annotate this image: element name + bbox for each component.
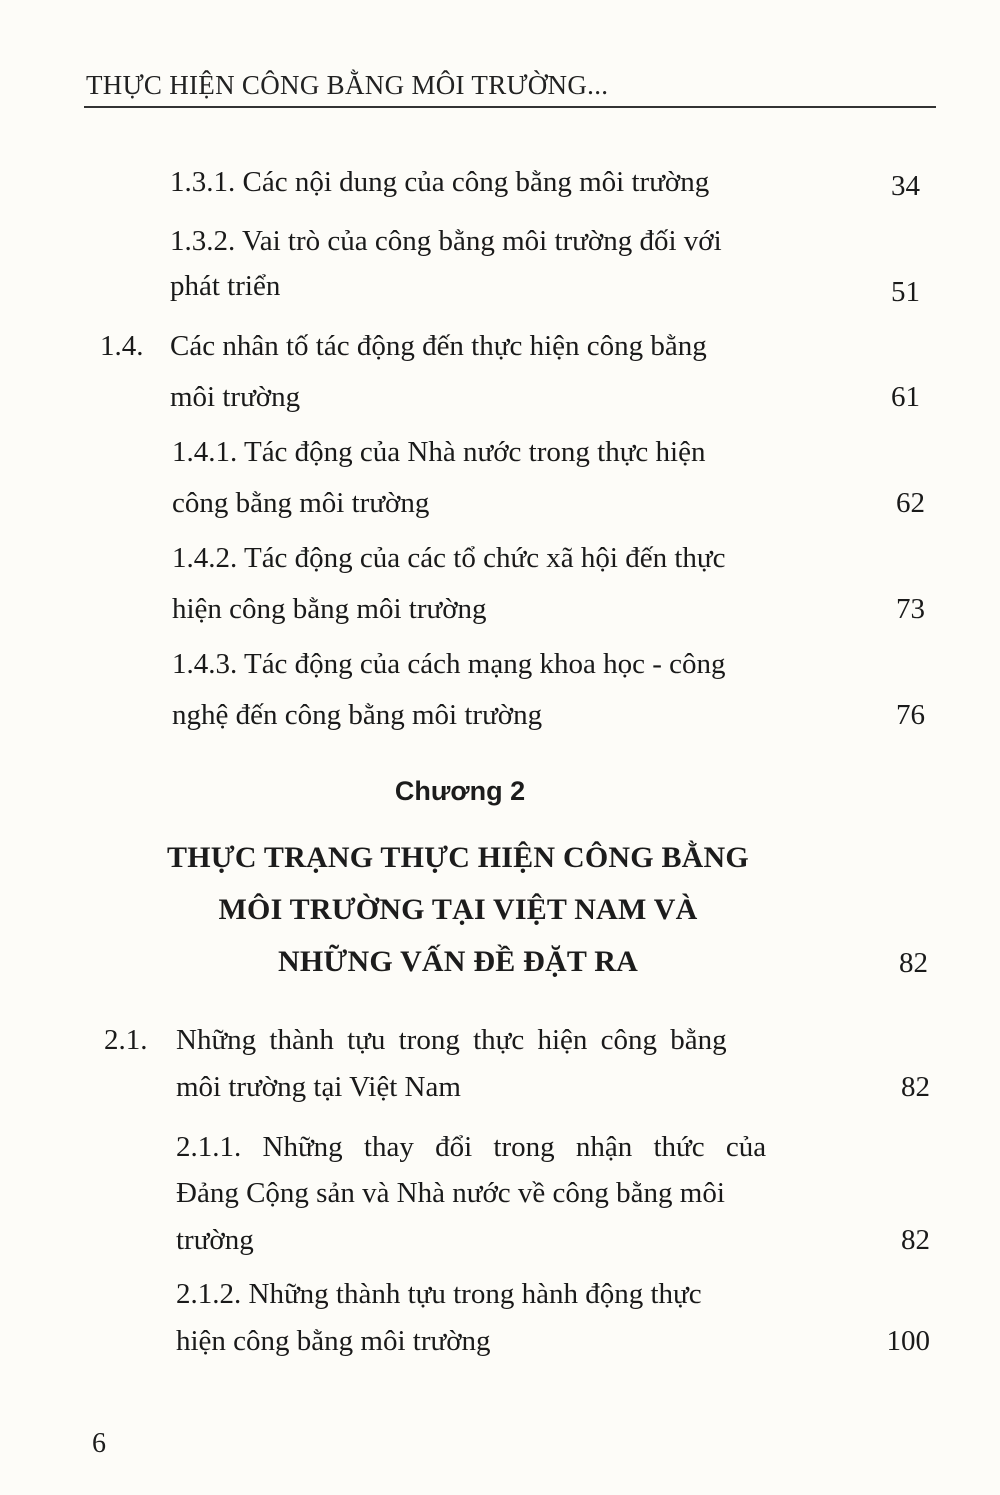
toc-entry-2-1-1-page: 82 (901, 1224, 930, 1256)
toc-entry-1-4-1-line-1: 1.4.1. Tác động của Nhà nước trong thực hiện (172, 436, 706, 468)
toc-entry-2-1-2-page: 100 (886, 1325, 930, 1357)
toc-entry-1-3-1-line-1: 1.3.1. Các nội dung của công bằng môi trường (170, 166, 710, 198)
toc-entry-1-4-3-line-1: 1.4.3. Tác động của cách mạng khoa học - công (172, 648, 726, 680)
toc-entry-1-4-3-line-2: nghệ đến công bằng môi trường (172, 699, 543, 731)
chapter-title-line-3: NHỮNG VẤN ĐỀ ĐẶT RA (278, 945, 638, 978)
toc-entry-1-4-1-line-2: công bằng môi trường (172, 487, 430, 519)
toc-entry-1-4-2-page: 73 (896, 593, 925, 625)
toc-entry-1-4-line-2: môi trường (170, 381, 301, 413)
toc-entry-2-1-line-2: môi trường tại Việt Nam (176, 1071, 461, 1103)
toc-entry-1-4-line-1: Các nhân tố tác động đến thực hiện công bằng (170, 330, 707, 362)
toc-entry-1-4-2-line-1: 1.4.2. Tác động của các tổ chức xã hội đến thực (172, 542, 726, 574)
chapter-label: Chương 2 (394, 776, 526, 806)
toc-entry-1-4-number: 1.4. (100, 330, 144, 362)
page-number: 6 (92, 1428, 106, 1459)
toc-entry-1-3-2-page: 51 (891, 276, 920, 308)
toc-entry-2-1-2-line-1: 2.1.2. Những thành tựu trong hành động thực (176, 1278, 702, 1310)
toc-entry-2-1-line-1-text: Những thành tựu trong thực hiện công bằng (176, 1024, 727, 1056)
toc-entry-1-4-page: 61 (891, 381, 920, 413)
show-through (410, 260, 419, 298)
chapter-title-line-1: THỰC TRẠNG THỰC HIỆN CÔNG BẰNG (167, 841, 749, 874)
toc-entry-2-1-1-line-1: 2.1.1. Những thay đổi trong nhận thức của (176, 1131, 767, 1163)
toc-entry-1-4-2-line-2: hiện công bằng môi trường (172, 593, 487, 625)
running-head: THỰC HIỆN CÔNG BẰNG MÔI TRƯỜNG... (86, 70, 609, 100)
toc-entry-2-1-1-line-3: trường (176, 1224, 254, 1256)
toc-entry-2-1-1-line-2: Đảng Cộng sản và Nhà nước về công bằng môi (176, 1177, 725, 1209)
toc-entry-2-1-line-1 (176, 1024, 816, 1057)
toc-entry-1-4-3-page: 76 (896, 699, 925, 731)
toc-entry-2-1-page: 82 (901, 1071, 930, 1103)
toc-entry-2-1-number: 2.1. (104, 1024, 148, 1056)
toc-entry-1-3-2-line-1: 1.3.2. Vai trò của công bằng môi trường đối với (170, 225, 722, 257)
toc-entry-2-1-2-line-2: hiện công bằng môi trường (176, 1325, 491, 1357)
chapter-page: 82 (899, 947, 928, 979)
toc-entry-1-4-1-page: 62 (896, 487, 925, 519)
toc-entry-1-3-2-line-2: phát triển (170, 270, 281, 302)
header-rule (84, 106, 936, 108)
toc-entry-1-3-1-page: 34 (891, 170, 920, 202)
chapter-title-line-2: MÔI TRƯỜNG TẠI VIỆT NAM VÀ (218, 893, 698, 926)
